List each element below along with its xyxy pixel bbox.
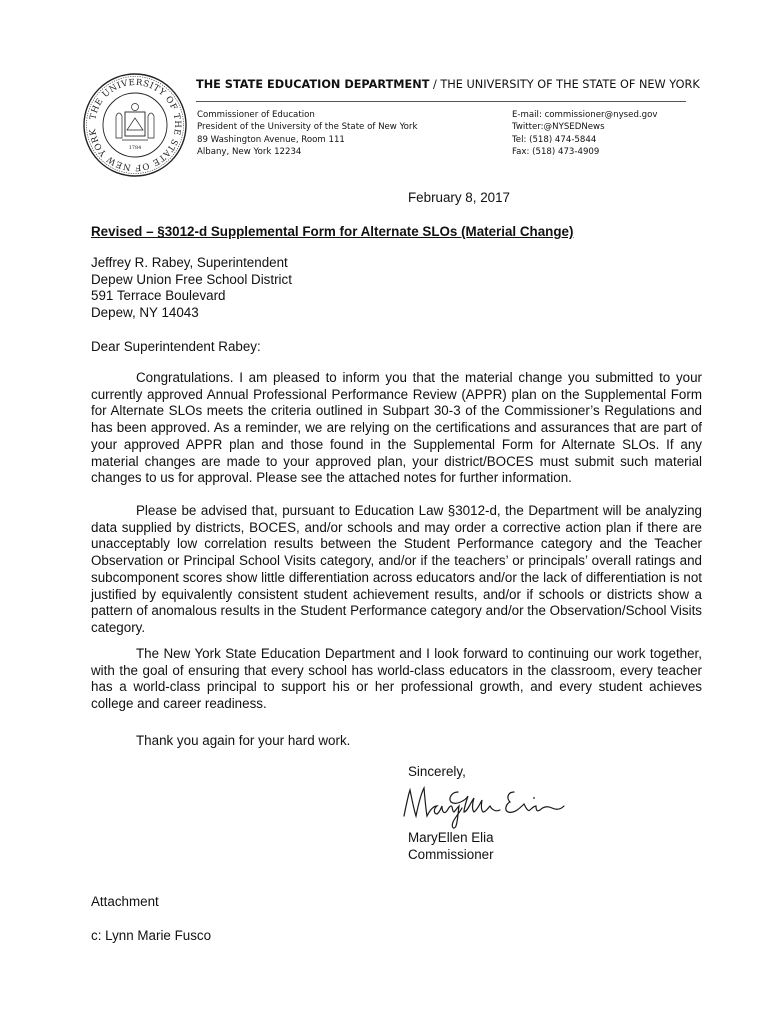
letterhead-department: THE STATE EDUCATION DEPARTMENT [196,78,430,91]
svg-text:THE UNIVERSITY OF THE STATE OF: THE UNIVERSITY OF THE STATE OF NEW YORK [88,77,183,173]
contact-email: E-mail: commissioner@nysed.gov [512,110,658,120]
letterhead-contact-block [512,109,657,159]
letter-subject: Revised – §3012-d Supplemental Form for Alternate SLOs (Material Change) [91,224,574,239]
office-line: President of the University of the State of New York [197,122,418,133]
state-seal-logo [82,72,188,178]
address-line: 591 Terrace Boulevard [91,288,226,304]
handwritten-signature [396,776,566,834]
address-line: Depew Union Free School District [91,271,292,287]
office-line: Commissioner of Education [197,110,315,120]
closing: Sincerely, [408,764,466,779]
carbon-copy: c: Lynn Marie Fusco [91,928,212,943]
body-paragraph-thanks: Thank you again for your hard work. [136,733,351,748]
salutation: Dear Superintendent Rabey: [91,339,261,354]
recipient-address [91,255,292,321]
address-line: Depew, NY 14043 [91,304,199,320]
office-line: 89 Washington Avenue, Room 111 [197,134,345,145]
contact-twitter: Twitter:@NYSEDNews [512,122,605,133]
letterhead-office-block [197,109,417,159]
signer-block [408,830,494,863]
contact-phone: Tel: (518) 474-5844 [512,134,597,145]
body-paragraph-goal: The New York State Education Department and I look forward to continuing our work together, with the goal of ensuring that every school has world-class educators in the classroom, every teacher has a world-class principal to support his or her professional growth, and every student achieves college and career readiness. [91,646,702,712]
attachment-note: Attachment [91,894,159,909]
letterhead-divider [196,101,686,102]
letterhead-university: / THE UNIVERSITY OF THE STATE OF NEW YORK [429,78,700,91]
contact-fax: Fax: (518) 473-4909 [512,147,600,158]
signer-name: MaryEllen Elia [408,830,494,845]
body-paragraph-analysis: Please be advised that, pursuant to Education Law §3012-d, the Department will be analyzing data supplied by districts, BOCES, and/or schools and may order a corrective action plan if there are unacceptably low correlation results between the Student Performance category and the Teacher Observation or Principal School Visits category, and/or if the teachers’ or principals’ overall ratings and subcomponent scores show little differentiation across educators and/or the lack of differentiation is not justified by equivalently consistent student achievement results, and/or if schools or districts show a pattern of anomalous results in the Student Performance category and/or the Observation/School Visits category. [91,503,702,635]
body-paragraph-approval: Congratulations. I am pleased to inform you that the material change you submitted to your currently approved Annual Professional Performance Review (APPR) plan on the Supplemental Form for Alternate SLOs meets the criteria outlined in Subpart 30-3 of the Commissioner’s Regulations and has been approved. As a reminder, we are relying on the certifications and assurances that are part of your approved APPR plan and those found in the Supplemental Form for Alternate SLOs. If any material changes are made to your approved plan, your district/BOCES must submit such material changes to us for approval. Please see the attached notes for further information. [91,370,702,486]
letterhead-title [196,78,700,91]
address-line: Jeffrey R. Rabey, Superintendent [91,255,288,270]
letter-date: February 8, 2017 [408,190,510,205]
svg-text:1784: 1784 [128,145,142,151]
office-line: Albany, New York 12234 [197,147,302,158]
signer-title: Commissioner [408,846,494,862]
